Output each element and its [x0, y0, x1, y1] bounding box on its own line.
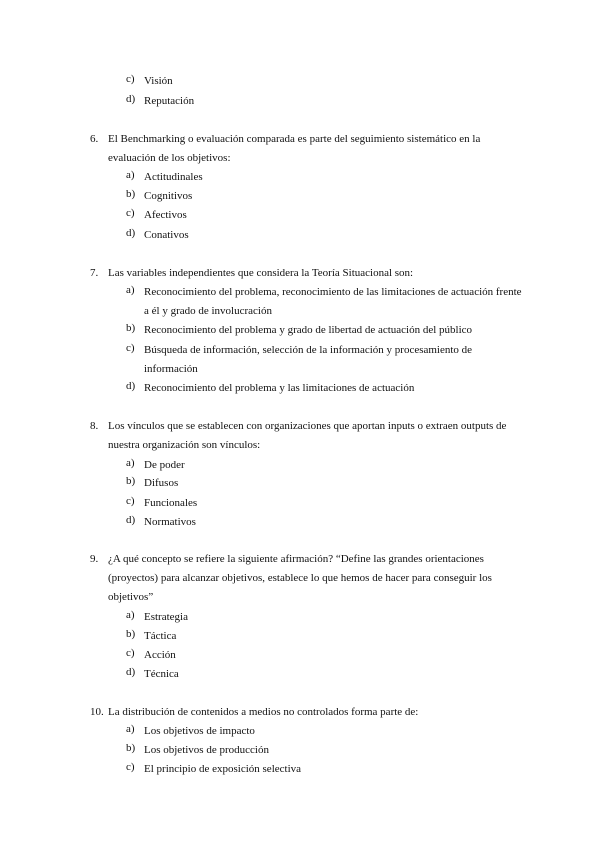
option-letter: a) [126, 169, 135, 181]
option-text: De poder [144, 459, 185, 471]
question-number: 10. [90, 706, 104, 718]
option-letter: a) [126, 284, 135, 296]
option-text: Cognitivos [144, 190, 193, 202]
option-text: Reputación [144, 95, 195, 107]
option-text: Difusos [144, 477, 179, 489]
option-letter: a) [126, 609, 135, 621]
option-text: Conativos [144, 229, 189, 241]
option-text: Estrategia [144, 611, 188, 623]
option-text: Los objetivos de impacto [144, 725, 255, 737]
option-letter: b) [126, 628, 136, 640]
option-letter: a) [126, 723, 135, 735]
option-text: El principio de exposición selectiva [144, 763, 302, 775]
option-text: Actitudinales [144, 171, 203, 183]
option-text: Táctica [144, 630, 177, 642]
option-text: Funcionales [144, 497, 198, 509]
option-letter: c) [126, 761, 135, 773]
option-text: Afectivos [144, 209, 187, 221]
option-letter: b) [126, 322, 136, 334]
option-text: Los objetivos de producción [144, 744, 269, 756]
option-text: Técnica [144, 668, 179, 680]
question-number: 7. [90, 267, 99, 279]
option-text: Reconocimiento del problema y las limitaciones de actuación [144, 382, 415, 394]
option-letter: c) [126, 495, 135, 507]
option-letter: d) [126, 93, 136, 105]
option-letter: d) [126, 514, 136, 526]
question-text: Las variables independientes que considera la Teoría Situacional son: [108, 267, 414, 279]
question-text: Los vínculos que se establecen con organizaciones que aportan inputs o extraen outputs de nuestra organización son vínculos: [108, 420, 507, 451]
option-letter: b) [126, 188, 136, 200]
option-letter: c) [126, 207, 135, 219]
option-text: Búsqueda de información, selección de la información y procesamiento de información [144, 344, 473, 375]
option-text: Acción [144, 649, 176, 661]
option-text: Reconocimiento del problema y grado de libertad de actuación del público [144, 324, 473, 336]
option-letter: d) [126, 380, 136, 392]
option-letter: c) [126, 647, 135, 659]
question-number: 8. [90, 420, 99, 432]
option-letter: c) [126, 342, 135, 354]
question-number: 6. [90, 133, 99, 145]
question-text: La distribución de contenidos a medios no controlados forma parte de: [108, 706, 419, 718]
option-text: Normativos [144, 516, 196, 528]
option-letter: c) [126, 73, 135, 85]
question-text: ¿A qué concepto se refiere la siguiente afirmación? “Define las grandes orientaciones (proyectos) para alcanzar objetivos, establece lo que hemos de hacer para conseguir los objetivos” [108, 553, 492, 603]
option-letter: d) [126, 666, 136, 678]
question-number: 9. [90, 553, 99, 565]
option-letter: a) [126, 457, 135, 469]
option-text: Reconocimiento del problema, reconocimiento de las limitaciones de actuación frente a él y grado de involucración [144, 286, 522, 317]
option-letter: d) [126, 227, 136, 239]
option-text: Visión [144, 75, 173, 87]
question-text: El Benchmarking o evaluación comparada es parte del seguimiento sistemático en la evaluación de los objetivos: [108, 133, 481, 164]
option-letter: b) [126, 475, 136, 487]
option-letter: b) [126, 742, 136, 754]
